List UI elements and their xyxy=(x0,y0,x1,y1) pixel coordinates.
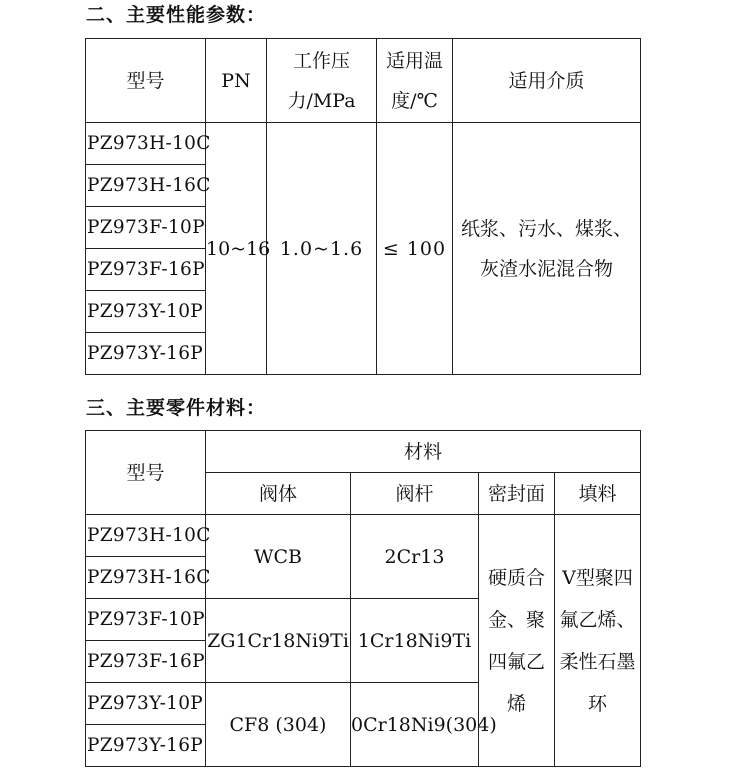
header-packing: 填料 xyxy=(555,473,641,515)
seal-value: 硬质合金、聚四氟乙烯 xyxy=(479,515,555,767)
model-cell: PZ973F-10P xyxy=(86,207,206,249)
model-cell: PZ973H-16C xyxy=(86,165,206,207)
temperature-value: ≤ 100 xyxy=(377,123,453,375)
header-body: 阀体 xyxy=(206,473,351,515)
header-temperature: 适用温度/℃ xyxy=(377,39,453,123)
section3-title: 三、主要零件材料： xyxy=(86,397,267,419)
model-cell: PZ973F-10P xyxy=(86,599,206,641)
pn-value: 10~16 xyxy=(206,123,267,375)
header-seal: 密封面 xyxy=(479,473,555,515)
model-cell: PZ973H-10C xyxy=(86,515,206,557)
stem-value: 2Cr13 xyxy=(351,515,479,599)
header-model: 型号 xyxy=(86,431,206,515)
stem-value: 0Cr18Ni9(304) xyxy=(351,683,479,767)
header-model: 型号 xyxy=(86,39,206,123)
packing-value: V型聚四氟乙烯、柔性石墨环 xyxy=(555,515,641,767)
body-value: CF8 (304) xyxy=(206,683,351,767)
stem-value: 1Cr18Ni9Ti xyxy=(351,599,479,683)
medium-value: 纸浆、污水、煤浆、灰渣水泥混合物 xyxy=(453,123,641,375)
body-value: WCB xyxy=(206,515,351,599)
header-pn: PN xyxy=(206,39,267,123)
model-cell: PZ973H-10C xyxy=(86,123,206,165)
model-cell: PZ973H-16C xyxy=(86,557,206,599)
header-pressure: 工作压力/MPa xyxy=(267,39,377,123)
header-material: 材料 xyxy=(206,431,641,473)
materials-table xyxy=(85,430,641,767)
header-stem: 阀杆 xyxy=(351,473,479,515)
header-medium: 适用介质 xyxy=(453,39,641,123)
model-cell: PZ973Y-16P xyxy=(86,333,206,375)
section2-title: 二、主要性能参数： xyxy=(86,4,267,26)
pressure-value: 1.0~1.6 xyxy=(267,123,377,375)
model-cell: PZ973F-16P xyxy=(86,249,206,291)
model-cell: PZ973Y-16P xyxy=(86,725,206,767)
model-cell: PZ973Y-10P xyxy=(86,291,206,333)
model-cell: PZ973Y-10P xyxy=(86,683,206,725)
performance-table xyxy=(85,38,641,375)
model-cell: PZ973F-16P xyxy=(86,641,206,683)
body-value: ZG1Cr18Ni9Ti xyxy=(206,599,351,683)
